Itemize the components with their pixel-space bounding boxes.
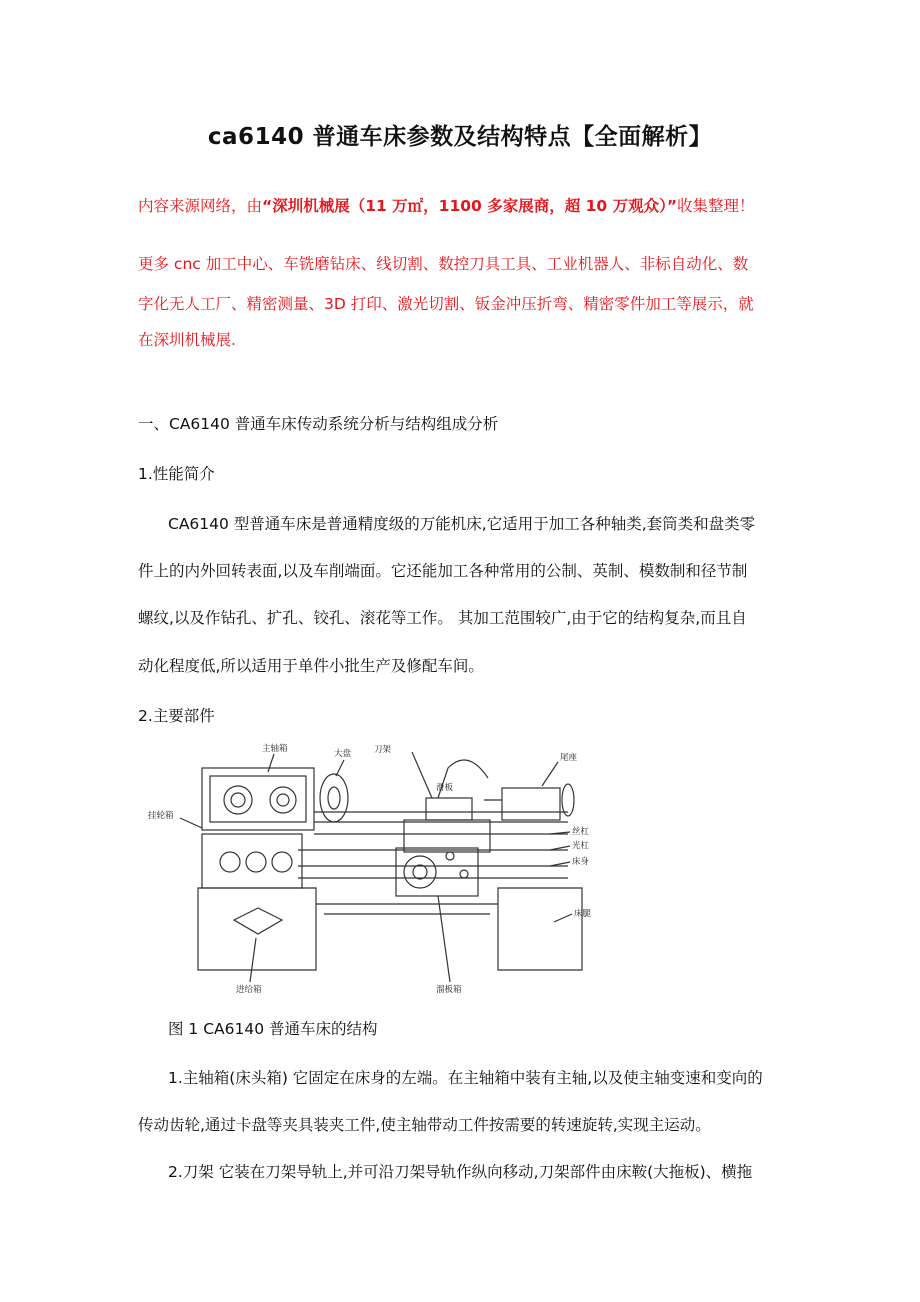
paragraph-1-line: 动化程度低,所以适用于单件小批生产及修配车间。 (138, 657, 484, 675)
label-change-gear-box: 挂轮箱 (148, 811, 174, 821)
promo-line-3: 字化无人工厂、精密测量、3D 打印、激光切割、钣金冲压折弯、精密零件加工等展示，就 (138, 295, 754, 313)
promo-expo-name: “深圳机械展（11 万㎡，1100 多家展商，超 10 万观众）” (262, 197, 678, 215)
paragraph-1-line: 螺纹,以及作钻孔、扩孔、铰孔、滚花等工作。 其加工范围较广,由于它的结构复杂,而且自 (138, 609, 747, 627)
label-tailstock: 尾座 (560, 753, 578, 763)
label-tool-post: 刀架 (374, 745, 392, 755)
label-apron: 溜板箱 (436, 985, 462, 995)
label-bed-leg: 床腿 (574, 909, 592, 919)
subsection-heading-2: 2.主要部件 (138, 707, 215, 725)
label-feed-box: 进给箱 (236, 985, 262, 995)
document-title: ca6140 普通车床参数及结构特点【全面解析】 (207, 124, 713, 150)
paragraph-2-line: 传动齿轮,通过卡盘等夹具装夹工件,使主轴带动工件按需要的转速旋转,实现主运动。 (138, 1116, 711, 1134)
promo-line-1 (138, 196, 798, 216)
promo-line-2: 更多 cnc 加工中心、车铣磨钻床、线切割、数控刀具工具、工业机器人、非标自动化、数 (138, 255, 749, 273)
label-slide: 滑板 (436, 783, 454, 793)
label-feed-rod: 光杠 (572, 841, 590, 851)
label-lead-screw: 丝杠 (572, 827, 590, 837)
promo-line-4: 在深圳机械展. (138, 331, 236, 349)
paragraph-2-line: 1.主轴箱(床头箱) 它固定在床身的左端。在主轴箱中装有主轴,以及使主轴变速和变向的 (168, 1069, 763, 1087)
paragraph-3-line: 2.刀架 它装在刀架导轨上,并可沿刀架导轨作纵向移动,刀架部件由床鞍(大拖板)、横拖 (168, 1163, 753, 1181)
promo-intro: 内容来源网络，由 (138, 197, 263, 215)
label-bed: 床身 (572, 857, 590, 867)
paragraph-1-line: CA6140 型普通车床是普通精度级的万能机床,它适用于加工各种轴类,套筒类和盘类零 (168, 515, 756, 533)
promo-outro: 收集整理！ (677, 197, 755, 215)
lathe-structure-figure (138, 738, 608, 1000)
subsection-heading-1: 1.性能简介 (138, 465, 215, 483)
lathe-drawing (138, 738, 608, 1000)
label-chuck: 大盘 (334, 749, 352, 759)
label-spindle-box: 主轴箱 (262, 744, 288, 754)
paragraph-1-line: 件上的内外回转表面,以及车削端面。它还能加工各种常用的公制、英制、模数制和径节制 (138, 562, 748, 580)
figure-caption: 图 1 CA6140 普通车床的结构 (168, 1020, 378, 1038)
section-heading: 一、CA6140 普通车床传动系统分析与结构组成分析 (138, 415, 499, 433)
